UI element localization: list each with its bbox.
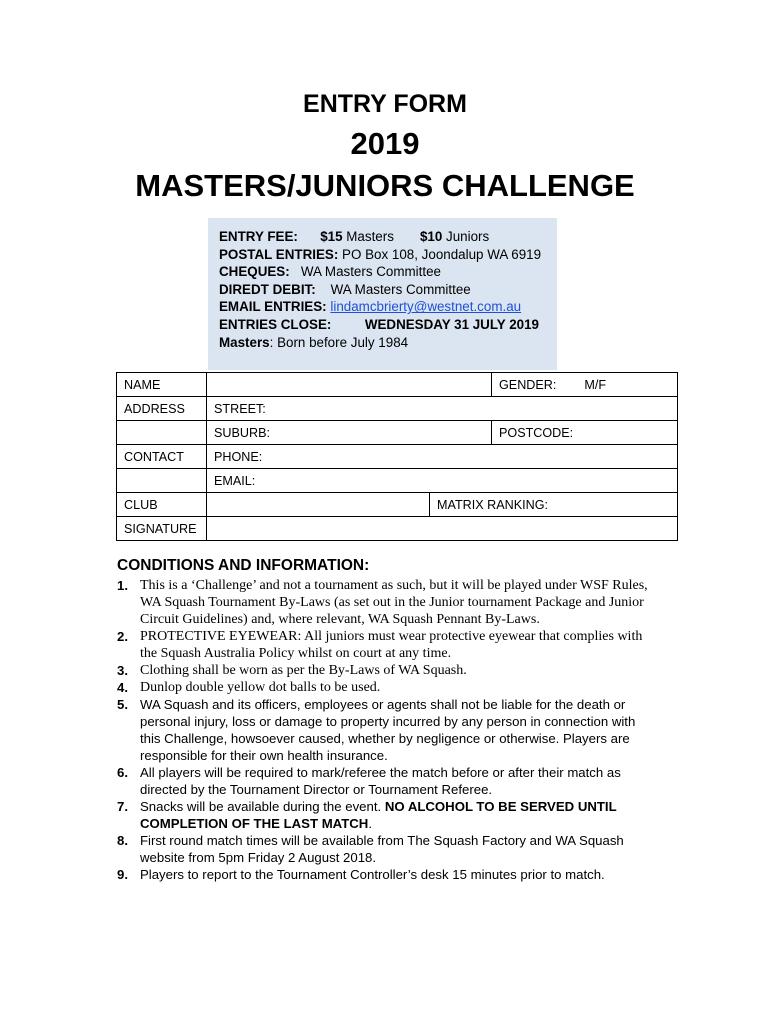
entry-fee-label: ENTRY FEE: — [219, 229, 298, 244]
condition-item — [117, 679, 657, 696]
direct-debit-label: DIREDT DEBIT: — [219, 281, 316, 297]
phone-field[interactable] — [207, 445, 678, 469]
email-label: EMAIL: — [214, 473, 256, 488]
gender-field[interactable] — [492, 373, 678, 397]
condition-number: 6. — [117, 765, 128, 780]
entries-close-row — [219, 316, 557, 334]
entry-form-table — [116, 372, 678, 541]
postal-label: POSTAL ENTRIES: — [219, 246, 339, 262]
condition-text: WA Squash and its officers, employees or agents shall not be liable for the death or personal injury, loss or damage to property incurred by any person in connection with this Challenge, howsoever caused, whether by negligence or otherwise. Players are responsible for their own health insurance. — [140, 697, 636, 763]
contact-email-row — [117, 469, 678, 493]
condition-number: 4. — [117, 680, 128, 695]
condition-item — [117, 577, 657, 628]
masters-fee-text: Masters — [346, 229, 394, 244]
contact-phone-row — [117, 445, 678, 469]
masters-eligibility-value: : Born before July 1984 — [269, 334, 409, 350]
condition-number: 2. — [117, 629, 128, 644]
phone-label: PHONE: — [214, 449, 263, 464]
street-field[interactable] — [207, 397, 678, 421]
signature-field[interactable] — [207, 517, 678, 541]
email-entries-row — [219, 298, 557, 316]
condition-item — [117, 662, 657, 679]
condition-text: All players will be required to mark/referee the match before or after their match as directed by the Tournament Director or Tournament Referee. — [140, 765, 621, 797]
condition-text: This is a ‘Challenge’ and not a tournament as such, but it will be played under WSF Rules, WA Squash Tournament By-Laws (as set out in the Junior tournament Package and Junior Circuit Guidelines) and, where relevant, WA Squash Pennant By-Laws. — [140, 578, 648, 627]
masters-eligibility-row — [219, 334, 557, 352]
form-year: 2019 — [350, 126, 420, 161]
condition-text: Players to report to the Tournament Controller’s desk 15 minutes prior to match. — [140, 867, 605, 882]
address-street-row — [117, 397, 678, 421]
postcode-field[interactable] — [492, 421, 678, 445]
gender-options: M/F — [584, 377, 607, 392]
postal-entries-row — [219, 246, 557, 264]
gender-label: GENDER: — [499, 377, 557, 392]
condition-text-tail: . — [368, 816, 372, 831]
direct-debit-value: WA Masters Committee — [330, 281, 471, 297]
contact-label: CONTACT — [117, 445, 207, 469]
condition-item — [117, 832, 657, 866]
address-label: ADDRESS — [117, 397, 207, 421]
cheques-value: WA Masters Committee — [300, 264, 441, 280]
condition-text: PROTECTIVE EYEWEAR: All juniors must wear protective eyewear that complies with the Squash Australia Policy whilst on court at any time. — [140, 629, 643, 661]
condition-item — [117, 798, 657, 832]
condition-number: 9. — [117, 867, 128, 882]
cheques-row — [219, 263, 557, 281]
masters-eligibility-label: Masters — [219, 334, 270, 350]
condition-item — [117, 866, 657, 883]
entry-fee-row — [219, 228, 557, 246]
condition-item — [117, 764, 657, 798]
condition-text: Dunlop double yellow dot balls to be used. — [140, 680, 381, 695]
condition-emphasis: NO ALCOHOL TO BE SERVED UNTIL COMPLETION OF THE LAST MATCH — [140, 799, 617, 831]
address-suburb-row — [117, 421, 678, 445]
direct-debit-row — [219, 281, 557, 299]
juniors-fee-amount: $10 — [419, 229, 443, 244]
conditions-list — [117, 577, 657, 883]
postal-value: PO Box 108, Joondalup WA 6919 — [342, 246, 542, 262]
event-title: MASTERS/JUNIORS CHALLENGE — [135, 168, 635, 203]
entry-info-box — [208, 218, 557, 370]
masters-fee-amount: $15 — [320, 229, 343, 244]
suburb-label: SUBURB: — [214, 425, 270, 440]
condition-number: 3. — [117, 663, 128, 678]
club-label: CLUB — [117, 493, 207, 517]
name-row — [117, 373, 678, 397]
signature-row — [117, 517, 678, 541]
matrix-ranking-field[interactable] — [430, 493, 678, 517]
suburb-field[interactable] — [207, 421, 492, 445]
condition-text: Clothing shall be worn as per the By-Laws of WA Squash. — [140, 663, 467, 678]
condition-number: 7. — [117, 799, 128, 814]
name-field[interactable] — [207, 373, 492, 397]
condition-number: 5. — [117, 697, 128, 712]
condition-text: First round match times will be available from The Squash Factory and WA Squash website from 5pm Friday 2 August 2018. — [140, 833, 624, 865]
club-row — [117, 493, 678, 517]
email-entries-label: EMAIL ENTRIES: — [219, 299, 327, 315]
postcode-label: POSTCODE: — [499, 425, 574, 440]
entries-close-value: WEDNESDAY 31 JULY 2019 — [364, 316, 540, 332]
signature-label: SIGNATURE — [117, 517, 207, 541]
condition-number: 8. — [117, 833, 128, 848]
cheques-label: CHEQUES: — [219, 264, 290, 280]
email-field[interactable] — [207, 469, 678, 493]
juniors-fee-text: Juniors — [446, 229, 490, 244]
condition-text: Snacks will be available during the event. — [140, 799, 385, 814]
entries-close-label: ENTRIES CLOSE: — [219, 316, 332, 332]
condition-item — [117, 696, 657, 764]
condition-number: 1. — [117, 578, 128, 593]
empty-label-cell — [117, 421, 207, 445]
club-field[interactable] — [207, 493, 430, 517]
form-heading: ENTRY FORM — [303, 90, 467, 118]
street-label: STREET: — [214, 401, 266, 416]
condition-item — [117, 628, 657, 662]
matrix-ranking-label: MATRIX RANKING: — [437, 497, 549, 512]
email-entries-link[interactable]: lindamcbrierty@westnet.com.au — [330, 299, 522, 315]
empty-label-cell — [117, 469, 207, 493]
conditions-title: CONDITIONS AND INFORMATION: — [117, 557, 370, 574]
name-label: NAME — [117, 373, 207, 397]
